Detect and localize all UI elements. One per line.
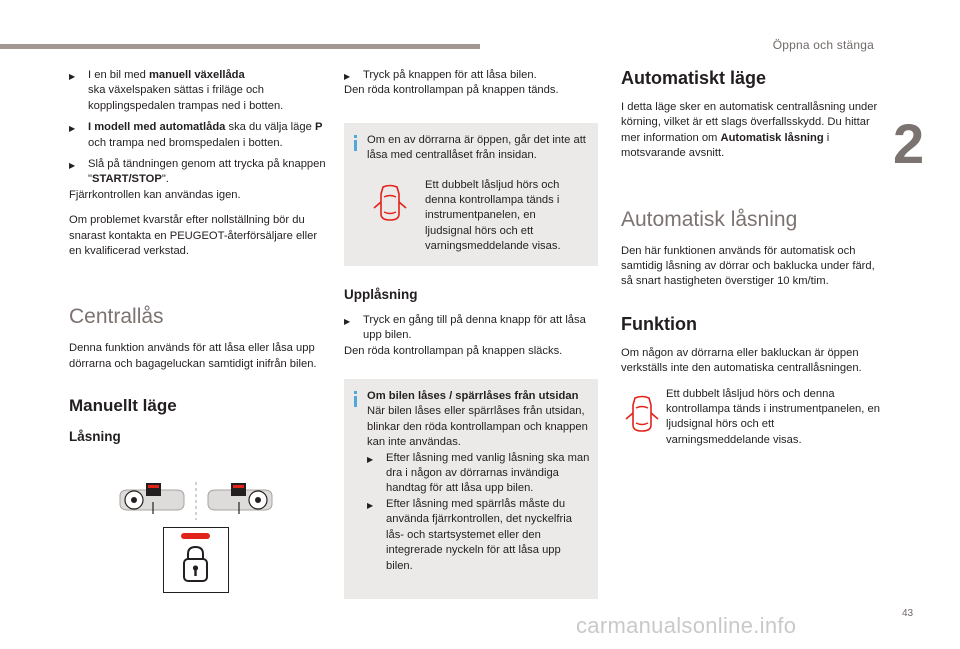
- bullet-press-to-unlock: ▶ Tryck en gång till på denna knapp för att låsa upp bilen.: [344, 313, 586, 342]
- arrow-bullet-icon: ▶: [367, 500, 374, 510]
- bullet-deadlock: ▶ Efter låsning med spärrlås måste du använda fjärrkontrollen, det nyckelfria lås- och startsystemet eller den integrerade nyckeln för att låsa upp bilen.: [367, 497, 572, 572]
- column-left: [69, 68, 331, 445]
- unlock-result-text: Den röda kontrollampan på knappen släcks.: [344, 344, 563, 357]
- warning-row: [367, 178, 590, 264]
- arrow-bullet-icon: ▶: [69, 124, 76, 134]
- door-open-warning-icon: [373, 184, 407, 227]
- bullet-start-stop: ▶ Slå på tändningen genom att trycka på knappen "START/STOP".: [69, 158, 326, 186]
- dashboard-console-icon: [116, 482, 276, 520]
- header-rule: [0, 44, 480, 49]
- heading-automatic-mode: Automatiskt läge: [621, 68, 767, 88]
- heading-function: Funktion: [621, 313, 697, 334]
- section-title: Öppna och stänga: [772, 38, 874, 52]
- info-locked-outside-title: Om bilen låses / spärrlåses från utsidan: [367, 390, 579, 403]
- column-right: [621, 68, 883, 467]
- central-lock-text: Denna funktion används för att låsa eller låsa upp dörrarna och bagageluckan samtidigt inifrån bilen.: [69, 342, 317, 370]
- info-box-locked-outside: [344, 379, 598, 599]
- chapter-number: 2: [893, 112, 925, 175]
- bullet-automatic-gearbox: ▶ I modell med automatlåda ska du välja läge P och trampa ned bromspedalen i botten.: [69, 121, 323, 149]
- function-text: Om någon av dörrarna eller bakluckan är öppen verkställs inte den automatiska centrallåsningen.: [621, 346, 862, 375]
- warning-text-1: Ett dubbelt låsljud hörs och denna kontrollampa tänds i instrumentpanelen, en ljudsignal hörs och ett varningsmeddelande visas.: [425, 178, 561, 253]
- info-box-door-open: [344, 123, 598, 266]
- watermark: carmanualsonline.info: [576, 613, 797, 638]
- arrow-bullet-icon: ▶: [367, 454, 374, 464]
- automatic-mode-text: I detta läge sker en automatisk centrallåsning under körning, vilket är ett slags överfallsskydd. Du hittar mer information om Automatisk låsning i motsvarande avsnitt.: [621, 101, 878, 160]
- warning-text-2: Ett dubbelt låsljud hörs och denna kontrollampa tänds i instrumentpanelen, en ljudsignal hörs och ett varningsmeddelande visas.: [666, 387, 880, 446]
- bullet-manual-gearbox: ▶ I en bil med manuell växellåda ska växelspaken sättas i friläge och kopplingspedalen trampas ned i botten.: [69, 69, 284, 112]
- info-icon: [352, 135, 360, 151]
- page-number: 43: [902, 608, 914, 619]
- central-lock-button-icon: [163, 527, 229, 593]
- heading-manual-mode: Manuellt läge: [69, 396, 177, 416]
- bullet-normal-lock: ▶ Efter låsning med vanlig låsning ska man dra i någon av dörrarnas invändiga handtag för att låsa upp bilen.: [367, 451, 590, 495]
- remote-usable-text: Fjärrkontrollen kan användas igen.: [69, 188, 241, 201]
- arrow-bullet-icon: ▶: [69, 161, 76, 171]
- door-open-warning-icon: [625, 395, 659, 438]
- arrow-bullet-icon: ▶: [344, 72, 351, 81]
- warning-row-2: [621, 387, 883, 467]
- heading-locking: Låsning: [69, 429, 121, 445]
- dealer-paragraph: Om problemet kvarstår efter nollställning bör du snarast kontakta en PEUGEOT-återförsäljare eller en kvalificerad verkstad.: [69, 214, 318, 258]
- heading-unlocking: Upplåsning: [344, 286, 418, 302]
- arrow-bullet-icon: ▶: [344, 316, 351, 326]
- info-icon: [352, 391, 360, 407]
- lock-result-text: Den röda kontrollampan på knappen tänds.: [344, 84, 559, 97]
- arrow-bullet-icon: ▶: [69, 72, 76, 81]
- column-middle: [344, 68, 598, 599]
- heading-central-lock: Centrallås: [69, 305, 164, 329]
- info-door-open-text: Om en av dörrarna är öppen, går det inte att låsa med centrallåset från insidan.: [367, 133, 586, 162]
- heading-automatic-locking: Automatisk låsning: [621, 207, 798, 231]
- bullet-press-to-lock: ▶ Tryck på knappen för att låsa bilen.: [344, 68, 598, 83]
- automatic-locking-text: Den här funktionen används för automatisk och samtidig låsning av dörrar och baklucka under färd, så snart hastigheten överstiger 10 km/tim.: [621, 244, 875, 288]
- info-locked-outside-text: När bilen låses eller spärrlåses från utsidan, blinkar den röda kontrollampan och knappen kan inte användas.: [367, 405, 588, 449]
